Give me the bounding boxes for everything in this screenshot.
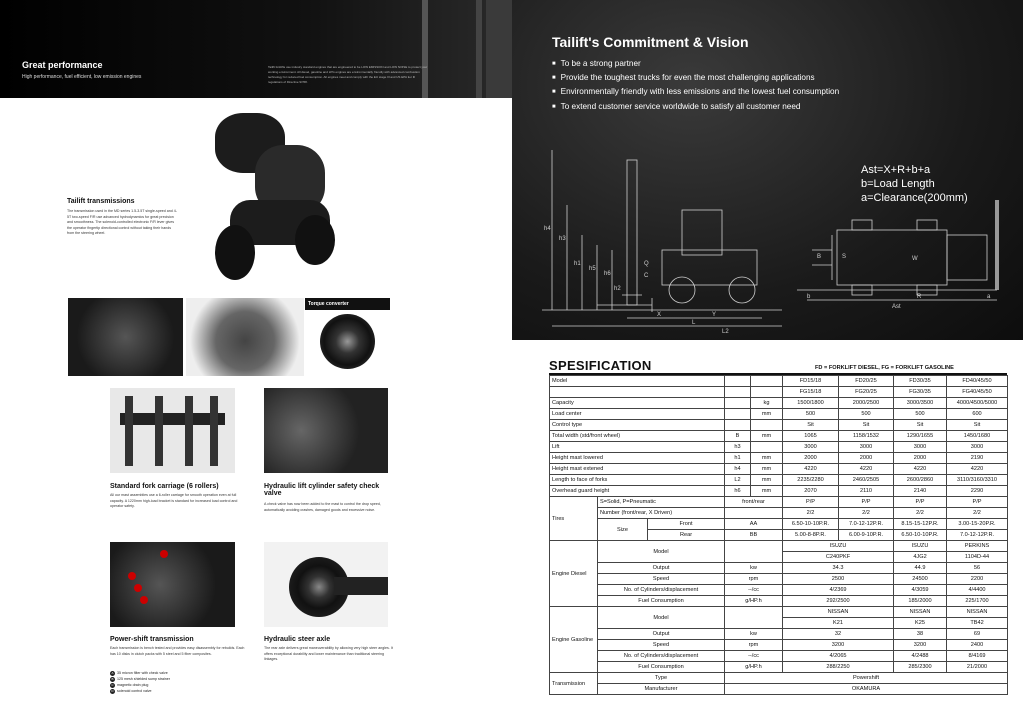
vision-panel (512, 0, 1023, 340)
spec-value: 2200 (947, 574, 1008, 585)
spec-row (550, 464, 1008, 475)
spec-value: 3.00-15-20P.R. (947, 519, 1008, 530)
spec-value: FD15/18 (783, 376, 839, 387)
component-item: A 35 micron filter with check valve (111, 671, 168, 675)
spec-value: NISSAN (783, 607, 894, 618)
spec-value: FD30/35 (894, 376, 947, 387)
spec-row (550, 673, 1008, 684)
spec-code (725, 420, 751, 431)
spec-value: 288/2250 (783, 662, 894, 673)
spec-value: ISUZU (783, 541, 894, 552)
spec-value: 500 (783, 409, 839, 420)
spec-value: P/P (783, 497, 839, 508)
spec-label: Front (648, 519, 725, 530)
spec-unit: g/HP.h (725, 596, 783, 607)
spec-value: 6.50-10-10P.R. (783, 519, 839, 530)
spec-value: Sit (947, 420, 1008, 431)
spec-value: 8.15-15-12P.R. (894, 519, 947, 530)
spec-code (725, 376, 751, 387)
spec-value: 3110/3160/3310 (947, 475, 1008, 486)
power-shift-body: Each transmission is bench tested and provides easy disassembly for rebuilds. Each has 10 disks in clutch packs with 5 steel and 5 fiber composites. (110, 646, 245, 656)
spec-value: 1450/1680 (947, 431, 1008, 442)
spec-value: 8/4169 (947, 651, 1008, 662)
mast-image (422, 0, 482, 98)
spec-code: h3 (725, 442, 751, 453)
spec-label: No. of Cylinders/displacement (598, 651, 725, 662)
spec-label: Length to face of forks (550, 475, 725, 486)
torque-converter-photo (305, 298, 390, 376)
spec-label: Model (598, 541, 725, 563)
spec-value: 56 (947, 563, 1008, 574)
spec-label: Fuel Consumption (598, 596, 725, 607)
spec-value: Sit (839, 420, 894, 431)
spec-value: 1104D-44 (947, 552, 1008, 563)
spec-value: 1290/1655 (894, 431, 947, 442)
spec-value: 4220 (839, 464, 894, 475)
spec-label: Manufacturer (598, 684, 725, 695)
spec-value: 225/1700 (947, 596, 1008, 607)
check-valve-body: A check valve has now been added to the mast to control the drop speed, automatically avoiding crashes, damaged goods and excessive noise. (264, 502, 381, 512)
spec-value: 2190 (947, 453, 1008, 464)
aisle-formula (861, 163, 968, 205)
transmissions-body: The transmission used in the MD series 1.5-3.5T single-speed and 4-5T two-speed F/R use advanced hydrodynamics for great precision and smoothness. The solenoid-controlled electronic F/R lever gives the operator fingertip directional control without taking their hands from the steering wheel. (67, 209, 177, 235)
spec-unit: kw (725, 629, 783, 640)
vision-item: ■ To be a strong partner (552, 57, 839, 71)
spec-value: 2290 (947, 486, 1008, 497)
spec-row (550, 497, 1008, 508)
spec-row (550, 607, 1008, 618)
dim-label: h1 (574, 261, 581, 267)
spec-value: 2500 (783, 574, 894, 585)
component-item: B 125 mesh shielded sump strainer (111, 677, 170, 681)
spec-code (725, 387, 751, 398)
spec-code: h1 (725, 453, 751, 464)
spec-value: 69 (947, 629, 1008, 640)
spec-label: Control type (550, 420, 725, 431)
spec-value: 2000 (839, 453, 894, 464)
spec-row (550, 563, 1008, 574)
component-item: D solenoid control valve (111, 689, 152, 693)
spec-value: PERKINS (947, 541, 1008, 552)
spec-value: P/P (894, 497, 947, 508)
spec-unit: g/HP.h (725, 662, 783, 673)
spec-row (550, 629, 1008, 640)
hero-title: Great performance (22, 60, 103, 70)
spec-value: NISSAN (947, 607, 1008, 618)
spec-value: 3000/3500 (894, 398, 947, 409)
steer-axle-title: Hydraulic steer axle (264, 636, 331, 643)
spec-label: Type (598, 673, 725, 684)
spec-value: 4JG2 (894, 552, 947, 563)
spec-value: 44.9 (894, 563, 947, 574)
spec-label: Rear (648, 530, 725, 541)
spec-table (549, 375, 1008, 695)
spec-cell (725, 508, 783, 519)
spec-cell (725, 541, 783, 563)
spec-row (550, 453, 1008, 464)
dim-label: W (912, 256, 918, 262)
hero-banner (0, 0, 512, 98)
spec-value: 1500/1800 (783, 398, 839, 409)
spec-value: 7.0-12-12P.R. (839, 519, 894, 530)
spec-label: Size (598, 519, 648, 541)
spec-title: SPESIFICATION (549, 358, 652, 373)
spec-label: Output (598, 629, 725, 640)
spec-value: 4/2065 (783, 651, 894, 662)
spec-value: K21 (783, 618, 894, 629)
dim-label: Ast (892, 304, 901, 310)
spec-unit: kw (725, 563, 783, 574)
spec-value: 600 (947, 409, 1008, 420)
formula-line: b=Load Length (861, 178, 935, 190)
spec-value: 24500 (894, 574, 947, 585)
spec-value: 500 (894, 409, 947, 420)
spec-value: 2235/2280 (783, 475, 839, 486)
spec-label: Load center (550, 409, 725, 420)
front-wheel (669, 277, 695, 303)
spec-code: h6 (725, 486, 751, 497)
spec-row (550, 376, 1008, 387)
steer-axle-body: The rear axle delivers great maneuverability by allowing very high steer angles. It offers exceptional durability and lower maintenance than traditional steering linkages. (264, 646, 393, 661)
spec-value: 2/2 (783, 508, 839, 519)
engine-label: Engine Gasoline (550, 607, 598, 673)
spec-value: Sit (783, 420, 839, 431)
spec-label: Speed (598, 574, 725, 585)
spec-value: P/P (839, 497, 894, 508)
spec-value: K25 (894, 618, 947, 629)
mast-shape (627, 160, 637, 305)
spec-value: 2460/2505 (839, 475, 894, 486)
spec-row (550, 574, 1008, 585)
spec-code: L2 (725, 475, 751, 486)
spec-value: 1158/1532 (839, 431, 894, 442)
fork-carriage-title: Standard fork carriage (6 rollers) (110, 483, 219, 490)
spec-value: 3000 (783, 442, 839, 453)
dim-label: b (807, 294, 811, 300)
spec-value: 2/2 (947, 508, 1008, 519)
engine-label: Engine Diesel (550, 541, 598, 607)
power-shift-components (110, 670, 170, 694)
spec-value: 2000 (894, 453, 947, 464)
spec-label: Model (550, 376, 725, 387)
spec-unit: front/rear (725, 497, 783, 508)
dim-label: Y (712, 312, 717, 318)
fork-carriage-photo (110, 388, 235, 473)
spec-value: 32 (783, 629, 894, 640)
spec-code: B (725, 431, 751, 442)
spec-row (550, 596, 1008, 607)
spec-value: P/P (947, 497, 1008, 508)
spec-value: 3000 (947, 442, 1008, 453)
spec-value: FD20/25 (839, 376, 894, 387)
check-valve-title: Hydraulic lift cylinder safety check valve (264, 483, 380, 497)
spec-value: 185/2000 (894, 596, 947, 607)
spec-value: FG20/25 (839, 387, 894, 398)
formula-line: Ast=X+R+b+a (861, 164, 931, 176)
spec-unit (751, 387, 783, 398)
top-view-body (837, 230, 947, 285)
hero-subtitle: High performance, fuel efficient, low emission engines (22, 74, 142, 80)
spec-row (550, 420, 1008, 431)
spec-value: 34.3 (783, 563, 894, 574)
spec-unit (751, 442, 783, 453)
spec-unit: mm (751, 486, 783, 497)
spec-label: Lift (550, 442, 725, 453)
spec-label: Total width (std/front wheel) (550, 431, 725, 442)
vision-item: ■ Provide the toughest trucks for even the most challenging applications (552, 71, 839, 85)
component-item: C magnetic drain plug (111, 683, 149, 687)
steer-axle-photo (264, 542, 388, 627)
spec-label: Overhead guard height (550, 486, 725, 497)
spec-value: TB42 (947, 618, 1008, 629)
spec-code (725, 409, 751, 420)
check-valve-photo (264, 388, 388, 473)
spec-value: 2400 (947, 640, 1008, 651)
spec-value: 21/2000 (947, 662, 1008, 673)
spec-value: FG30/35 (894, 387, 947, 398)
spec-value: 2110 (839, 486, 894, 497)
spec-value: 7.0-12-12P.R. (947, 530, 1008, 541)
spec-value: 2000/2500 (839, 398, 894, 409)
spec-label: Fuel Consumption (598, 662, 725, 673)
spec-value: 500 (839, 409, 894, 420)
rear-wheel (729, 277, 755, 303)
spec-value: 3000 (894, 442, 947, 453)
spec-value: 2140 (894, 486, 947, 497)
spec-row (550, 651, 1008, 662)
spec-value: 4000/4500/5000 (947, 398, 1008, 409)
spec-unit: kg (751, 398, 783, 409)
spec-value: 6.50-10-10P.R. (894, 530, 947, 541)
tires-label: Tires (550, 497, 598, 541)
spec-value: NISSAN (894, 607, 947, 618)
spec-value: 4/2488 (894, 651, 947, 662)
dim-label: R (917, 294, 922, 300)
spec-row (550, 684, 1008, 695)
spec-row (550, 541, 1008, 552)
spec-unit: --/cc (725, 651, 783, 662)
spec-label: Height mast lowered (550, 453, 725, 464)
spec-value: Powershift (725, 673, 1008, 684)
spec-value: 2070 (783, 486, 839, 497)
spec-legend-note: FD = FORKLIFT DIESEL, FG = FORKLIFT GASOLINE (815, 365, 954, 371)
spec-label: Height mast extened (550, 464, 725, 475)
spec-value: 2600/2860 (894, 475, 947, 486)
spec-value: ISUZU (894, 541, 947, 552)
spec-label (550, 387, 725, 398)
spec-value: 2/2 (894, 508, 947, 519)
power-shift-title: Power-shift transmission (110, 636, 194, 643)
spec-row (550, 409, 1008, 420)
specification-panel (512, 340, 1023, 726)
spec-value: 1065 (783, 431, 839, 442)
spec-unit: rpm (725, 574, 783, 585)
vision-list (552, 57, 839, 114)
transmission-cutaway-photo (68, 298, 183, 376)
spec-value: C240PKF (783, 552, 894, 563)
spec-unit (751, 376, 783, 387)
hero-blurb: Tailift forklifts use industry standard engines that are engineered to be LOW EMISSION and LOW NOISE to protect your working environment. All diesel, gasoline and LPG engines are environmentally friendly with advanced combustion technology for reduced fuel consumption. All engines meet and comply with the EU stage III and US EPA tier III regulations of Directive 97/68. (268, 65, 428, 84)
spec-unit: mm (751, 453, 783, 464)
dim-label: L (692, 320, 696, 326)
spec-label: Capacity (550, 398, 725, 409)
dim-label: h4 (544, 226, 551, 232)
spec-value: 6.00-9-10P.R. (839, 530, 894, 541)
spec-value: 3200 (894, 640, 947, 651)
spec-value: FG15/18 (783, 387, 839, 398)
spec-label: Number (front/rear, X Driven) (598, 508, 725, 519)
spec-unit: mm (751, 431, 783, 442)
spec-value: 4220 (894, 464, 947, 475)
spec-row (550, 585, 1008, 596)
transmission-assembly-photo (175, 105, 345, 290)
spec-value: FD40/45/50 (947, 376, 1008, 387)
dim-label: h5 (589, 266, 596, 272)
dim-label: a (987, 294, 991, 300)
dim-label: h6 (604, 271, 611, 277)
spec-value: Sit (894, 420, 947, 431)
spec-value: 2000 (783, 453, 839, 464)
spec-label: No. of Cylinders/displacement (598, 585, 725, 596)
spec-row (550, 431, 1008, 442)
spec-value: 4/2369 (783, 585, 894, 596)
spec-label: Speed (598, 640, 725, 651)
spec-value: 5.00-8-8P.R. (783, 530, 839, 541)
spec-label: Output (598, 563, 725, 574)
spec-value: 3200 (783, 640, 894, 651)
mast-image-edge (486, 0, 512, 98)
power-shift-photo (110, 542, 235, 627)
spec-row (550, 508, 1008, 519)
spec-label: Model (598, 607, 725, 629)
transmission-label: Transmission (550, 673, 598, 695)
vision-item: ■ To extend customer service worldwide to satisfy all customer need (552, 100, 839, 114)
spec-value: 4220 (947, 464, 1008, 475)
spec-row (550, 398, 1008, 409)
spec-row (550, 662, 1008, 673)
spec-code: h4 (725, 464, 751, 475)
spec-unit: mm (751, 475, 783, 486)
spec-value: 4220 (783, 464, 839, 475)
cab-shape (682, 210, 722, 255)
spec-value: 285/2300 (894, 662, 947, 673)
spec-unit (751, 420, 783, 431)
spec-unit: --/cc (725, 585, 783, 596)
spec-row (550, 640, 1008, 651)
dim-label: h2 (614, 286, 621, 292)
transmissions-title: Tailift transmissions (67, 198, 135, 205)
spec-value: 3000 (839, 442, 894, 453)
spec-code (725, 398, 751, 409)
spec-value: OKAMURA (725, 684, 1008, 695)
spec-row (550, 519, 1008, 530)
spec-row (550, 486, 1008, 497)
dim-label: h3 (559, 236, 566, 242)
fork-carriage-body: All our mast assemblies use a 6-roller carriage for smooth operation even at full capacity. A 1220mm high-load bracket is standard for increased load control and operator safety. (110, 493, 238, 508)
dim-label: S (842, 254, 847, 260)
spec-code: AA (725, 519, 783, 530)
spec-row (550, 387, 1008, 398)
spec-label: S=Solid, P=Pneumatic (598, 497, 725, 508)
dim-label: C (644, 273, 649, 279)
spec-row (550, 442, 1008, 453)
transmission-component-photo (186, 298, 304, 376)
dim-label: X (657, 312, 662, 318)
dim-label: B (817, 254, 822, 260)
spec-value: 4/4400 (947, 585, 1008, 596)
torque-converter-label: Torque converter (305, 298, 390, 310)
dim-label: Q (644, 261, 649, 267)
spec-code: BB (725, 530, 783, 541)
spec-row (550, 475, 1008, 486)
spec-value: 4/3059 (894, 585, 947, 596)
dim-label: L2 (722, 329, 729, 335)
formula-line: a=Clearance(200mm) (861, 192, 968, 204)
spec-unit: rpm (725, 640, 783, 651)
spec-value: 38 (894, 629, 947, 640)
spec-unit: mm (751, 464, 783, 475)
spec-value: 2/2 (839, 508, 894, 519)
spec-value: FG40/45/50 (947, 387, 1008, 398)
spec-cell (725, 607, 783, 629)
spec-unit: mm (751, 409, 783, 420)
vision-title: Tailift's Commitment & Vision (552, 34, 749, 50)
vision-item: ■ Environmentally friendly with less emissions and the lowest fuel consumption (552, 85, 839, 99)
spec-value: 292/2500 (783, 596, 894, 607)
